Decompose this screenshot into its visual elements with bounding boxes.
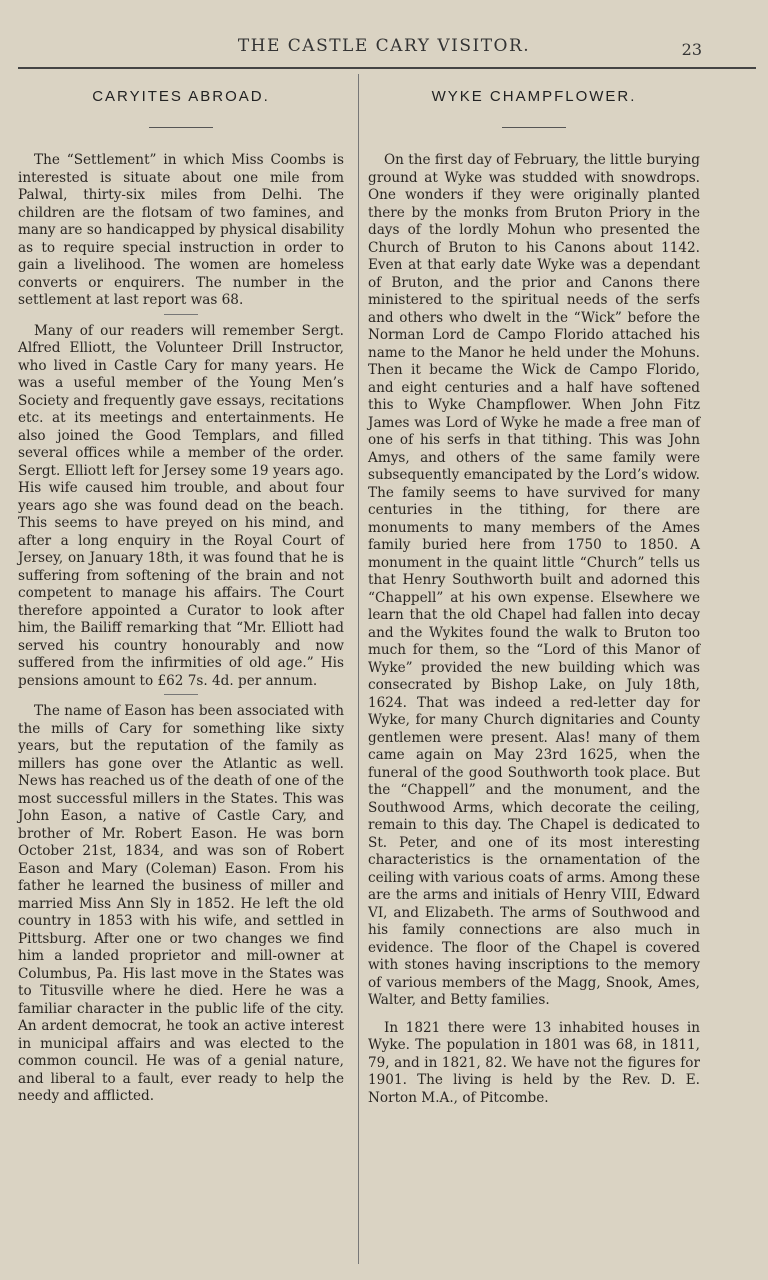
paragraph: Many of our readers will remember Sergt. Alfred Elliott, the Volunteer Drill Instructor, who lived in Castle Cary for many years. He was a useful member of the Young Men’s Society and frequently gave essays, recitations etc. at its meetings and entertainments. He also joined the Good Templars, and filled several offices while a member of the order. Sergt. Elliott left for Jersey some 19 years ago. His wife caused him trouble, and about four years ago she was found dead on the beach. This seems to have preyed on his mind, and after a long enquiry in the Royal Court of Jersey, on January 18th, it was found that he is suffering from softening of the brain and not competent to manage his affairs. The Court therefore appointed a Curator to look after him, the Bailiff remarking that “Mr. Elliott had served his country honourably and now suffered from the infirmities of old age.” His pensions amount to £62 7s. 4d. per annum. <box>18 322 344 689</box>
paragraph: On the first day of February, the little burying ground at Wyke was studded with snowdrops. One wonders if they were originally planted there by the monks from Bruton Priory in the days of the lordly Mohun who presented the Church of Bruton to his Canons about 1142. Even at that early date Wyke was a dependant of Bruton, and the prior and Canons there ministered to the spiritual needs of the serfs and others who dwelt in the “Wick” before the Norman Lord de Campo Florido attached his name to the Manor he held under the Mohuns. Then it became the Wick de Campo Florido, and eight centuries and a half have softened this to Wyke Champflower. When John Fitz James was Lord of Wyke he made a free man of one of his serfs in that tithing. This was John Amys, and others of the same family were subsequently emancipated by the Lord’s widow. The family seems to have survived for many centuries in the tithing, for there are monuments to many members of the Ames family buried here from 1750 to 1850. A monument in the quaint little “Church” tells us that Henry Southworth built and adorned this “Chappell” at his own expense. Elsewhere we learn that the old Chapel had fallen into decay and the Wykites found the walk to Bruton too much for them, so the “Lord of this Manor of Wyke” provided the new building which was consecrated by Bishop Lake, on July 18th, 1624. That was indeed a red-letter day for Wyke, for many Church dignitaries and County gentlemen were present. Alas! many of them came again on May 23rd 1625, when the funeral of the good Southworth took place. But the “Chappell” and the monument, and the Southwood Arms, which decorate the ceiling, remain to this day. The Chapel is dedicated to St. Peter, and one of its most interesting characteristics is the ornamentation of the ceiling with various coats of arms. Among these are the arms and initials of Henry VIII, Edward VI, and Elizabeth. The arms of Southwood and his family connections are also much in evidence. The floor of the Chapel is covered with stones having inscriptions to the memory of various members of the Magg, Snook, Ames, Walter, and Betty families. <box>368 152 700 1008</box>
article-title-wyke-champflower: WYKE CHAMPFLOWER. <box>431 88 637 105</box>
header-rule <box>18 67 756 69</box>
column-divider <box>358 74 359 1264</box>
paragraph: In 1821 there were 13 inhabited houses in Wyke. The population in 1801 was 68, in 1811, 79, and in 1821, 82. We have not the figures for 1901. The living is held by the Rev. D. E. Norton M.A., of Pitcombe. <box>368 1019 700 1106</box>
running-title: THE CASTLE CARY VISITOR. <box>237 36 531 56</box>
section-separator <box>164 314 198 315</box>
paragraph: The name of Eason has been associated with the mills of Cary for something like sixty years, but the reputation of the family as millers has gone over the Atlantic as well. News has reached us of the death of one of the most successful millers in the States. This was John Eason, a native of Castle Cary, and brother of Mr. Robert Eason. He was born October 21st, 1834, and was son of Robert Eason and Mary (Coleman) Eason. From his father he learned the business of miller and married Miss Ann Sly in 1852. He left the old country in 1853 with his wife, and settled in Pittsburg. After one or two changes we find him a landed proprietor and mill-owner at Columbus, Pa. His last move in the States was to Titusville where he died. Here he was a familiar character in the public life of the city. An ardent democrat, he took an active interest in municipal affairs and was elected to the common council. He was of a genial nature, and liberal to a fault, ever ready to help the needy and afflicted. <box>18 703 344 1104</box>
title-rule <box>502 127 566 128</box>
section-separator <box>164 694 198 695</box>
left-column <box>18 84 344 1106</box>
article-title-caryites-abroad: CARYITES ABROAD. <box>92 88 270 105</box>
page-number: 23 <box>681 40 702 59</box>
right-column <box>368 84 700 1107</box>
paragraph: The “Settlement” in which Miss Coombs is interested is situate about one mile from Palwal, thirty-six miles from Delhi. The children are the flotsam of two famines, and many are so handicapped by physical disability as to require special instruction in order to gain a livelihood. The women are homeless converts or enquirers. The number in the settlement at last report was 68. <box>18 152 344 308</box>
title-rule <box>149 127 213 128</box>
